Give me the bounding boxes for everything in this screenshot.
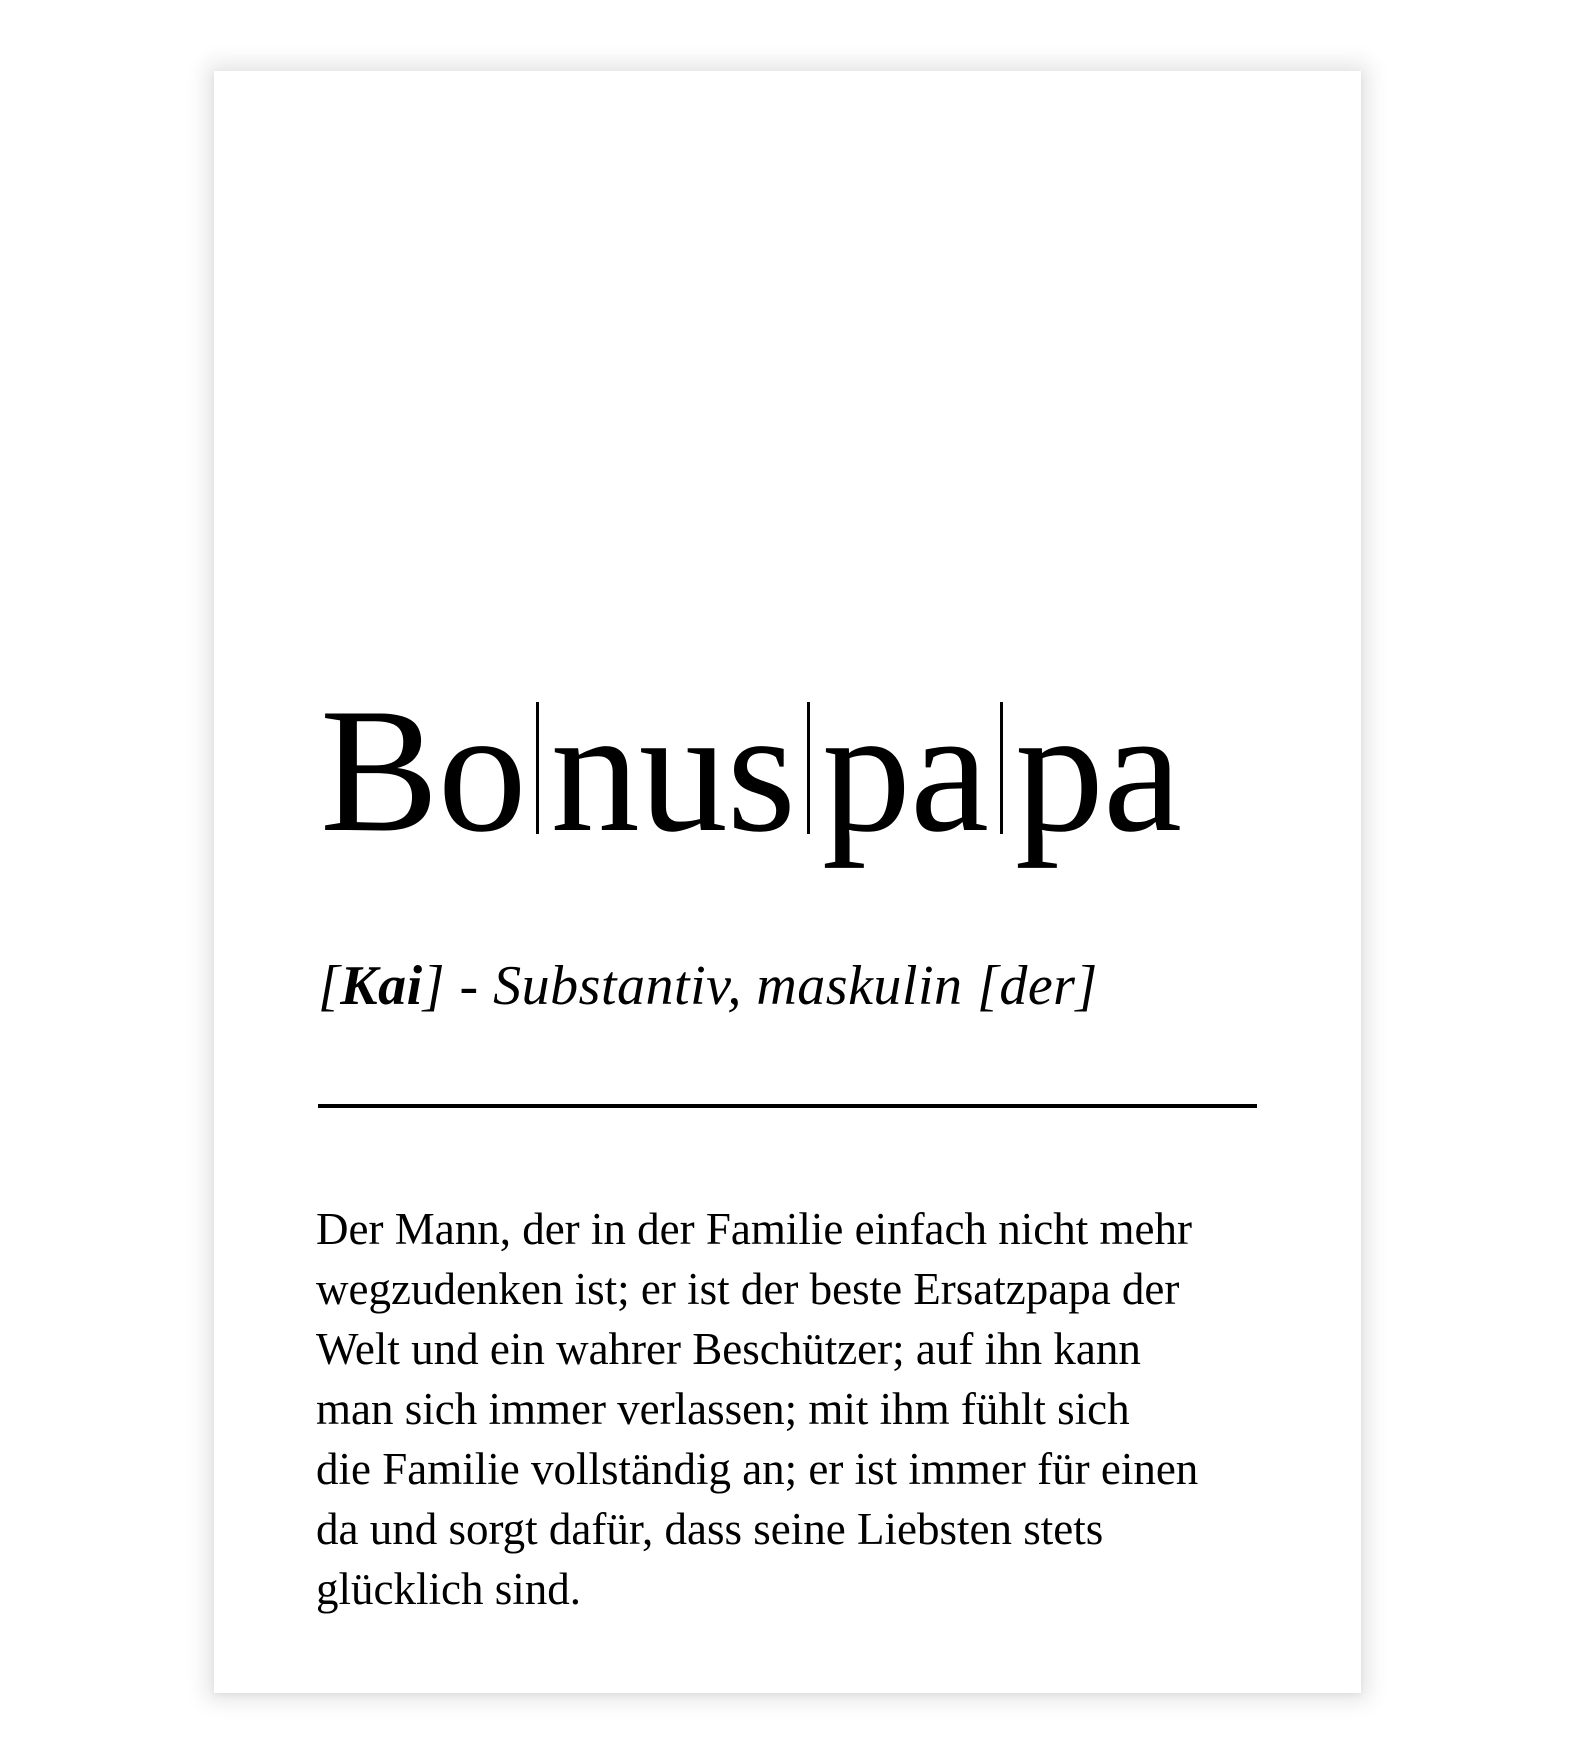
subtitle-word-class: ] - Substantiv, maskulin [der]	[422, 955, 1098, 1017]
syllable-divider	[807, 702, 810, 834]
definition-text	[316, 1199, 1316, 1619]
syllable-divider	[1000, 702, 1003, 834]
syllable-divider	[536, 702, 539, 834]
pronunciation-and-word-class	[318, 956, 1098, 1018]
headword-syllable: pa	[1015, 671, 1182, 869]
headword-title	[320, 671, 1182, 869]
definition-line: die Familie vollständig an; er ist immer für einen	[316, 1444, 1199, 1494]
headword-syllable: Bo	[320, 671, 526, 869]
subtitle-open-bracket: [	[318, 955, 341, 1017]
definition-line: Welt und ein wahrer Beschützer; auf ihn kann	[316, 1324, 1141, 1374]
definition-line: wegzudenken ist; er ist der beste Ersatzpapa der	[316, 1264, 1180, 1314]
definition-line: Der Mann, der in der Familie einfach nicht mehr	[316, 1204, 1192, 1254]
divider-rule	[318, 1104, 1257, 1108]
definition-line: da und sorgt dafür, dass seine Liebsten stets	[316, 1504, 1104, 1554]
subtitle-name: Kai	[340, 955, 423, 1017]
headword-syllable: nus	[550, 671, 796, 869]
definition-line: man sich immer verlassen; mit ihm fühlt sich	[316, 1384, 1130, 1434]
definition-line: glücklich sind.	[316, 1564, 581, 1614]
headword-syllable: pa	[822, 671, 989, 869]
poster-card	[214, 71, 1361, 1693]
